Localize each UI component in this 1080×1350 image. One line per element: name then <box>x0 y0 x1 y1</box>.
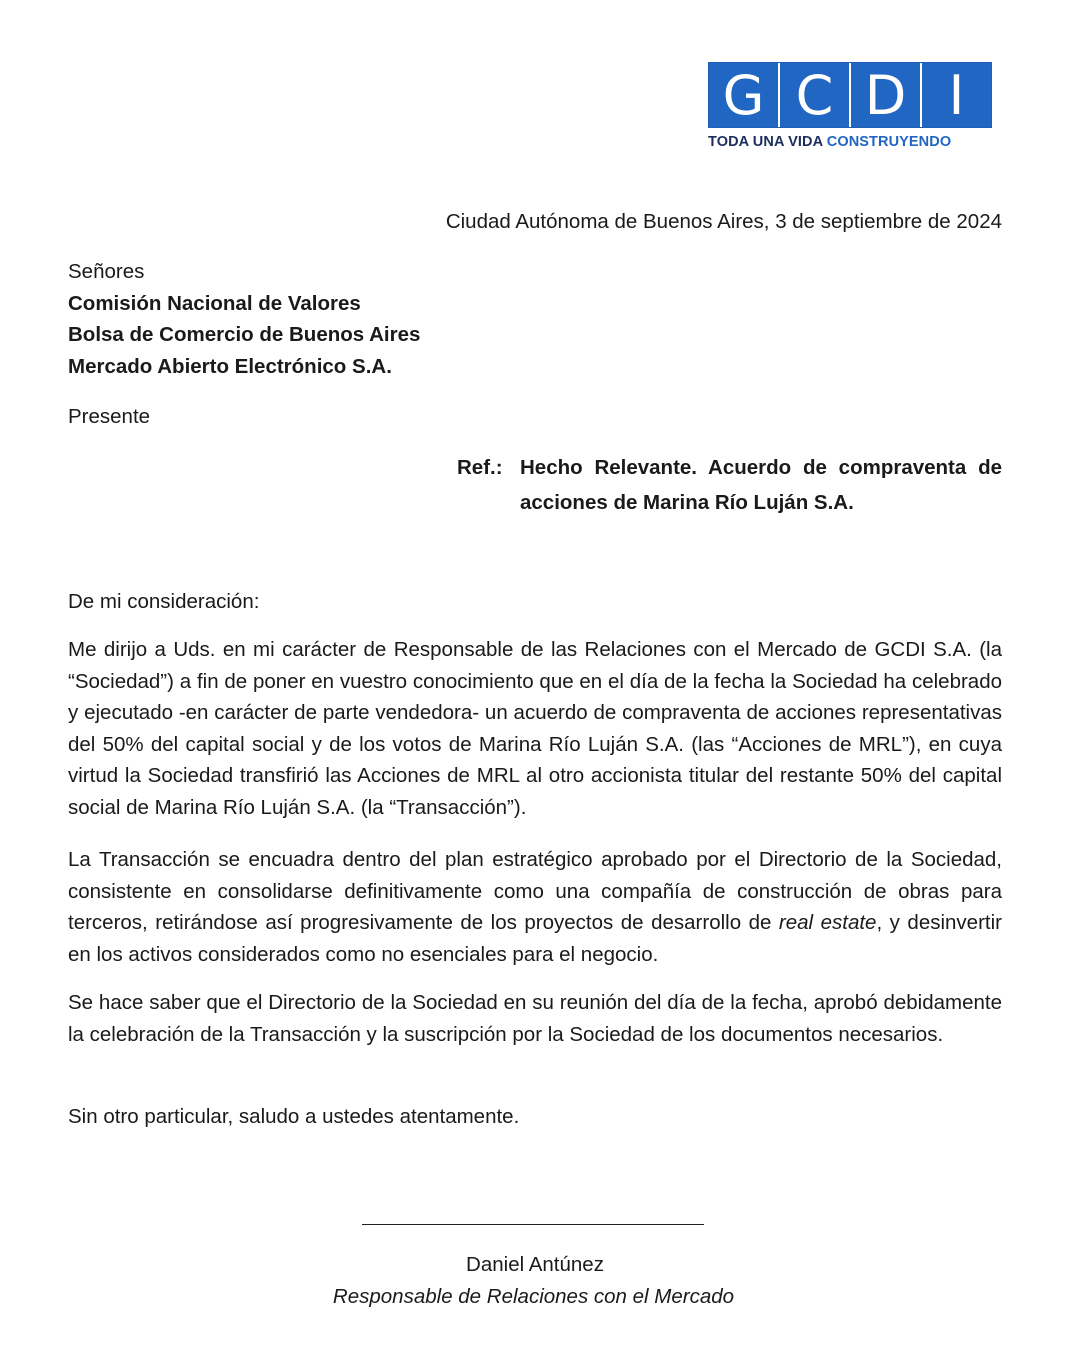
logo-letter-boxes <box>708 62 992 128</box>
signature-line <box>362 1224 704 1225</box>
letter-date: Ciudad Autónoma de Buenos Aires, 3 de septiembre de 2024 <box>445 210 1002 233</box>
signatory-role: Responsable de Relaciones con el Mercado <box>332 1285 735 1308</box>
logo-letter: G <box>709 63 780 127</box>
reference-label: Ref.: <box>457 456 503 479</box>
paragraph-italic-text: real estate <box>778 911 877 934</box>
body-paragraph <box>68 844 1002 970</box>
logo-tagline-accent: CONSTRUYENDO <box>826 134 952 150</box>
salutation: Señores <box>68 260 145 283</box>
logo-letter: I <box>922 63 991 127</box>
company-logo <box>708 62 992 150</box>
logo-letter: C <box>780 63 851 127</box>
greeting: De mi consideración: <box>68 590 260 613</box>
recipient: Mercado Abierto Electrónico S.A. <box>68 354 392 378</box>
presente-line: Presente <box>68 405 151 428</box>
recipient: Bolsa de Comercio de Buenos Aires <box>68 323 421 346</box>
addressee-block <box>68 256 420 382</box>
reference-text: Hecho Relevante. Acuerdo de compraventa de acciones de Marina Río Luján S.A. <box>520 456 1002 514</box>
paragraph-text: La Transacción se encuadra dentro del plan estratégico aprobado por el Directorio de la Sociedad, consistente en consolidarse definitivamente como una compañía de construcción de obras para terceros, retirándose así progresivamente de los proyectos de desarrollo de <box>68 848 1002 934</box>
logo-letter: D <box>851 63 922 127</box>
signatory-name: Daniel Antúnez <box>466 1253 604 1276</box>
reference-block <box>457 450 1002 520</box>
logo-tagline <box>708 134 992 150</box>
body-paragraph: Se hace saber que el Directorio de la Sociedad en su reunión del día de la fecha, aprobó debidamente la celebración de la Transacción y la suscripción por la Sociedad de los documentos necesarios. <box>68 991 1002 1046</box>
body-paragraph: Me dirijo a Uds. en mi carácter de Responsable de las Relaciones con el Mercado de GCDI S.A. (la “Sociedad”) a fin de poner en vuestro conocimiento que en el día de la fecha la Sociedad ha celebrado y ejecutado -en carácter de parte vendedora- un acuerdo de compraventa de acciones representativas del 50% del capital social y de los votos de Marina Río Luján S.A. (las “Acciones de MRL”), en cuya virtud la Sociedad transfirió las Acciones de MRL al otro accionista titular del restante 50% del capital social de Marina Río Luján S.A. (la “Transacción”). <box>68 638 1002 819</box>
recipient: Comisión Nacional de Valores <box>68 291 361 315</box>
closing-paragraph: Sin otro particular, saludo a ustedes atentamente. <box>68 1105 520 1128</box>
logo-tagline-main: TODA UNA VIDA <box>708 134 827 150</box>
paragraph-text: , y desinvertir en los activos considerados como no esenciales para el negocio. <box>68 911 1002 966</box>
